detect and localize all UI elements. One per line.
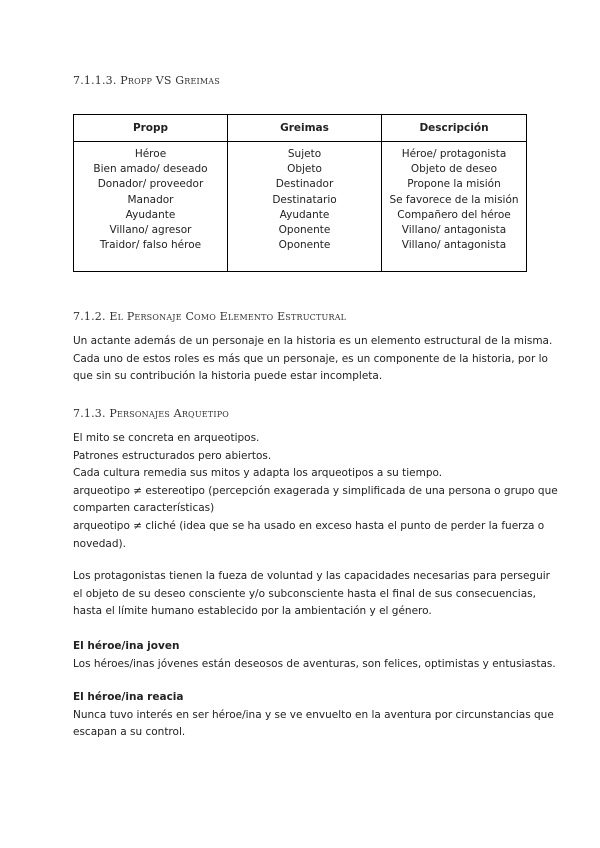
paragraph-line: comparten características) [73, 502, 215, 515]
table-cell: Héroe/ protagonista [401, 148, 507, 160]
paragraph-line: Cada uno de estos roles es más que un personaje, es un componente de la historia, por lo [73, 352, 548, 365]
table-cell: Bien amado/ deseado [93, 163, 208, 176]
paragraph-line: Nunca tuvo interés en ser héroe/ina y se ve envuelto en la aventura por circunstancias que [73, 708, 554, 721]
table-cell: Villano/ antagonista [401, 224, 507, 237]
paragraph-line: novedad). [73, 537, 126, 550]
heroe-joven-title: El héroe/ina joven [73, 640, 180, 652]
heroe-reacio-section [73, 689, 554, 742]
table-cell: Héroe [134, 148, 167, 160]
personaje-heading: 7.1.2. El Personaje Como Elemento Estructural [73, 310, 347, 323]
paragraph-line: Los protagonistas tienen la fueza de voluntad y las capacidades necesarias para perseguir [73, 570, 550, 582]
table-header-greimas: Greimas [228, 115, 382, 142]
table-header-propp: Propp [74, 115, 228, 142]
table-cell: Destinador [275, 178, 334, 191]
table-cell: Donador/ proveedor [97, 178, 204, 191]
table-cell: Compañero del héroe [397, 208, 511, 221]
table-cell: Ayudante [125, 208, 176, 221]
greimas-column [228, 142, 382, 272]
paragraph-line: Cada cultura remedia sus mitos y adapta los arqueotipos a su tiempo. [73, 467, 443, 480]
propp-greimas-table [73, 114, 527, 272]
table-header-descripcion: Descripción [382, 115, 527, 142]
table-cell: Traidor/ falso héroe [99, 239, 202, 252]
paragraph-line: Un actante además de un personaje en la historia es un elemento estructural de la misma. [73, 335, 553, 347]
paragraph-line: escapan a su control. [73, 726, 186, 739]
table-cell: Objeto de deseo [410, 163, 498, 176]
paragraph-line: arqueotipo ≠ cliché (idea que se ha usado en exceso hasta el punto de perder la fuerza o [73, 519, 545, 532]
arquetipo-list [73, 430, 558, 553]
paragraph-line: Patrones estructurados pero abiertos. [73, 449, 272, 462]
table-cell: Villano/ agresor [109, 224, 192, 237]
table-cell: Oponente [278, 239, 331, 252]
table-cell: Manador [127, 193, 174, 206]
paragraph-line: hasta el límite humano establecido por la ambientación y el género. [73, 605, 432, 618]
paragraph-line: El mito se concreta en arqueotipos. [73, 432, 260, 444]
propp-column [74, 142, 228, 272]
heroe-joven-section [73, 638, 556, 673]
arquetipo-heading: 7.1.3. Personajes Arquetipo [73, 407, 230, 420]
descripcion-column [382, 142, 527, 272]
paragraph-line: arqueotipo ≠ estereotipo (percepción exagerada y simplificada de una persona o grupo que [73, 484, 558, 497]
table-cell: Propone la misión [407, 178, 501, 191]
protagonistas-paragraph [73, 568, 550, 621]
table-cell: Oponente [278, 224, 331, 237]
table-cell: Destinatario [272, 193, 337, 206]
table-cell: Se favorece de la misión [389, 193, 519, 206]
paragraph-line: el objeto de su deseo consciente y/o subconsciente hasta el final de sus consecuencias, [73, 587, 536, 600]
table-cell: Ayudante [279, 208, 330, 221]
propp-vs-greimas-heading: 7.1.1.3. Propp VS Greimas [73, 74, 220, 87]
table-cell: Villano/ antagonista [401, 239, 507, 252]
table-cell: Sujeto [287, 148, 322, 160]
table-row [74, 142, 527, 272]
paragraph-line: que sin su contribución la historia puede estar incompleta. [73, 370, 383, 383]
personaje-paragraph [73, 333, 552, 386]
table-cell: Objeto [287, 163, 322, 176]
table-header-row [74, 115, 527, 142]
heroe-reacio-title: El héroe/ina reacia [73, 691, 184, 703]
heroe-joven-text: Los héroes/inas jóvenes están deseosos de aventuras, son felices, optimistas y entusiastas. [73, 657, 556, 670]
